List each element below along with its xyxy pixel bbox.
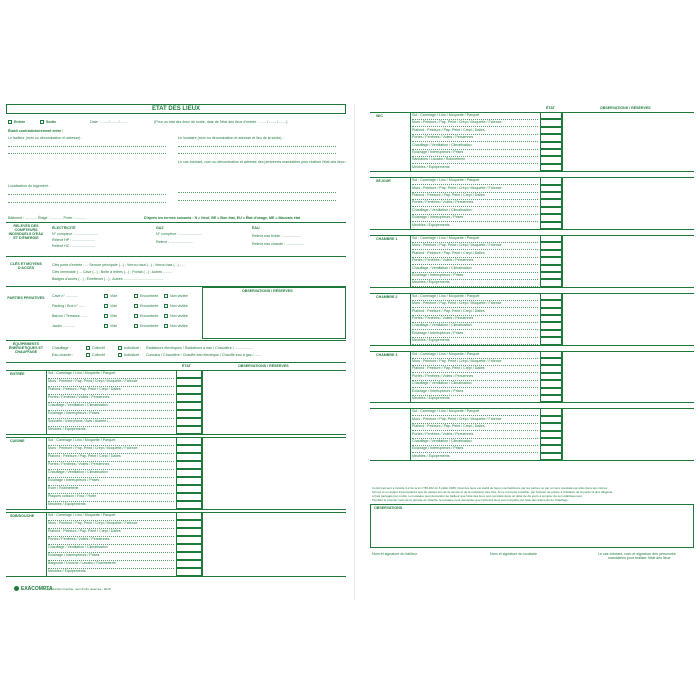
privative-encombre-label: Encombrée [140, 294, 159, 298]
room-bottom-rule [6, 576, 346, 577]
etat-cell[interactable] [540, 134, 562, 141]
etat-cell[interactable] [540, 214, 562, 221]
privative-row-label[interactable]: Parking / Box n° ...... [52, 304, 85, 308]
page-fold [354, 104, 355, 600]
etat-cell[interactable] [176, 386, 202, 394]
etat-cell[interactable] [540, 408, 562, 415]
room-item: Plafond : Peinture / Pap. Peint / Crépi / Dalles [48, 454, 121, 458]
etat-cell[interactable] [540, 112, 562, 119]
etat-cell[interactable] [176, 568, 202, 576]
privative-vide-checkbox[interactable] [104, 304, 108, 308]
room-item: Portes / Fenêtres / Volets / Persiennes [412, 200, 474, 205]
etat-cell[interactable] [540, 207, 562, 214]
room-name-0: ENTRÉE [10, 372, 25, 376]
etat-cell[interactable] [540, 395, 562, 402]
etat-cell[interactable] [540, 388, 562, 395]
privative-vide-label: Vide [110, 324, 118, 328]
obs-divider [202, 512, 203, 576]
room-item: Chauffage / Ventilation / Climatisation [412, 142, 472, 147]
eau-froide[interactable]: Relevé eau froide : .................. [252, 234, 302, 238]
etat-cell[interactable] [540, 351, 562, 358]
date-field[interactable]: Date : ....... / ....... / ....... [90, 120, 128, 124]
obs-divider [562, 235, 563, 287]
entree-checkbox[interactable] [8, 120, 12, 124]
privative-non_visite-checkbox[interactable] [164, 294, 168, 298]
etat-cell[interactable] [176, 560, 202, 568]
etat-cell[interactable] [176, 402, 202, 410]
privative-non_visite-label: Non visitée [170, 294, 188, 298]
etat-cell[interactable] [540, 222, 562, 229]
etat-cell[interactable] [176, 536, 202, 544]
room-divider [410, 293, 411, 345]
legal-line-1: Conformément à l'article 3-2 de la loi n°89-462 du 6 juillet 1989, l'état des lieux est établi de façon contradictoire par les parties ou par un tiers mandaté par elles dans les mêmes [372, 486, 608, 490]
etat-cell[interactable] [176, 477, 202, 485]
room-item: Meubles / Équipements [412, 396, 450, 400]
room-item: Meubles / Équipements [412, 164, 450, 169]
privative-encombre-checkbox[interactable] [134, 304, 138, 308]
room-item: Plaques cuisson / Four / Hotte [48, 494, 97, 498]
room-item: Murs : Peinture / Pap. Peint / Crépi / Moquette / Faïence [48, 446, 138, 450]
locataire-label: Le locataire (nom ou dénomination et adresse et lieu de la sortie) : [178, 136, 284, 140]
elec-hc[interactable]: Relevé HC : ....................... [52, 244, 96, 248]
cles-line-1[interactable]: Clés porte d'entrée : ... Serrure principale (...) ; Verrou haut (...) ; Verrou bas (...) ; ... [52, 263, 185, 267]
room-item: Portes / Fenêtres / Volets / Persiennes [412, 258, 474, 263]
etat-cell[interactable] [540, 149, 562, 156]
room-item: Chauffage / Ventilation / Climatisation [412, 207, 472, 212]
mandataire-line-1[interactable] [178, 192, 336, 193]
room-name-1: SÉJOUR [376, 179, 391, 184]
etat-cell[interactable] [540, 250, 562, 257]
room-item: Baignoire / Douche / Lavabo / Robinetterie [48, 561, 116, 565]
etat-cell[interactable] [540, 235, 562, 242]
etat-cell[interactable] [176, 520, 202, 528]
room-divider [46, 437, 47, 509]
entree-label: Entrée [14, 120, 26, 124]
obs-divider [562, 408, 563, 460]
room-name-3: CHAMBRE 2 [376, 294, 398, 299]
privative-encombre-label: Encombrée [140, 304, 159, 308]
chauffage-label: Chauffage : [52, 346, 71, 350]
room-item: Meubles / Équipements [412, 222, 450, 227]
eau-chaude-detail[interactable]: Cumulus / Chaudière / Chauffe-eau électrique / Chauffe-eau à gaz / ....... [146, 353, 262, 357]
observations-label: OBSERVATIONS [374, 506, 403, 510]
etat-cell[interactable] [176, 469, 202, 477]
privative-row-label[interactable]: Cave n° ............ [52, 294, 78, 298]
etat-cell[interactable] [540, 142, 562, 149]
room-item: Sonnette / Interphone / Avis / Alarme / ........... [48, 419, 121, 423]
room-item: Murs : Peinture / Pap. Peint / Crépi / Moquette / Faïence [412, 185, 502, 190]
etat-cell[interactable] [176, 528, 202, 536]
chauffage-individuel-label: Individuel : [124, 346, 142, 350]
room-bottom-rule [370, 229, 694, 230]
building-line[interactable]: Bâtiment : ............ Étage : ............ Porte : ............ [8, 216, 88, 220]
document-title: ÉTAT DES LIEUX [6, 104, 346, 114]
etat-cell[interactable] [176, 552, 202, 560]
gaz-releve[interactable]: Relevé : ....................... [156, 240, 194, 244]
room-item: Éclairage / Interrupteurs / Prises [48, 411, 100, 415]
eau-collectif-label: Collectif [92, 353, 105, 357]
privatives-obs-header: OBSERVATIONS / RÉSERVES [242, 289, 293, 293]
document-spread [6, 104, 694, 600]
room-item: Meubles / Équipements [48, 427, 86, 431]
etat-cell[interactable] [176, 418, 202, 426]
etat-cell[interactable] [540, 119, 562, 126]
room-bottom-rule [370, 345, 694, 346]
room-item: Éclairage / Interrupteurs / Prises [412, 215, 464, 220]
signature-mandataire-1[interactable]: Le cas échéant, nom et signature des personnes [598, 552, 676, 556]
obs-divider [562, 112, 563, 171]
etat-cell[interactable] [540, 373, 562, 380]
room-item: Meubles / Équipements [412, 280, 450, 285]
right-page [370, 104, 694, 600]
room-divider [410, 351, 411, 403]
signature-locataire[interactable]: Nom et signature du locataire [490, 552, 537, 556]
bailleur-line-2[interactable] [8, 153, 166, 154]
room-item: Éclairage / Interrupteurs / Prises [48, 553, 100, 557]
obs-divider [202, 437, 203, 509]
privative-vide-checkbox[interactable] [104, 324, 108, 328]
room-item: Portes / Fenêtres / Volets / Persiennes [48, 537, 110, 541]
left-page [6, 104, 346, 600]
room-item: Plafond : Peinture / Pap. Peint / Crépi / Dalles [48, 529, 121, 533]
etat-cell[interactable] [540, 416, 562, 423]
room-item: Portes / Fenêtres / Volets / Persiennes [412, 373, 474, 378]
cles-line-2[interactable]: Clés immeuble ( ... Cave (...) ; Boîte à lettres (...) ; Portail (...) ; Autres ......... [52, 270, 173, 274]
room-item: Portes / Fenêtres / Volets / Persiennes [412, 135, 474, 140]
privative-non_visite-label: Non visitée [170, 324, 188, 328]
room-item: Chauffage / Ventilation / Climatisation [412, 265, 472, 270]
privative-non_visite-checkbox[interactable] [164, 324, 168, 328]
etat-cell[interactable] [176, 378, 202, 386]
obs-divider [562, 293, 563, 345]
room-bottom-rule [370, 460, 694, 461]
room-item: Murs : Peinture / Pap. Peint / Crépi / Moquette / Faïence [412, 359, 502, 363]
etat-cell[interactable] [176, 453, 202, 461]
room-item: Chauffage / Ventilation / Climatisation [48, 470, 108, 474]
room-item: Éclairage / Interrupteurs / Prises [412, 150, 464, 154]
mandataire-label: Le cas échéant, nom ou dénomination et adresse des personnes mandatées pour réaliser l'état des lieux : [178, 160, 347, 164]
room-item: Sol : Carrelage / Lino / Moquette / Parquet [48, 371, 116, 375]
room-divider [410, 112, 411, 171]
etat-cell[interactable] [176, 493, 202, 501]
room-bottom-rule [370, 287, 694, 288]
etat-cell[interactable] [540, 279, 562, 286]
sortie-checkbox[interactable] [40, 120, 44, 124]
room-item: Sol : Carrelage / Lino / Moquette / Parquet [48, 438, 116, 442]
etat-cell[interactable] [540, 337, 562, 344]
etat-cell[interactable] [176, 445, 202, 453]
etat-cell[interactable] [176, 437, 202, 445]
gaz-compteur[interactable]: N° compteur : ....................... [156, 232, 202, 236]
chauffage-detail[interactable]: Radiateurs électriques / Radiateurs à eau / Chaudière / .................. [146, 346, 253, 350]
room-item: Sol : Carrelage / Lino / Moquette / Parquet [412, 409, 480, 414]
room-name-1: CUISINE [10, 439, 25, 443]
room-bottom-rule [370, 171, 694, 172]
privative-vide-label: Vide [110, 294, 118, 298]
state-legend: D'après les termes suivants : N = Neuf, BE = Bon état, EU = État d'usage, ME = Mauvais état [144, 216, 301, 220]
privative-non_visite-label: Non visitée [170, 304, 188, 308]
brand-name: EXACOMPTA [21, 586, 53, 592]
eau-collectif-checkbox[interactable] [86, 353, 90, 357]
room-item: Sol : Carrelage / Lino / Moquette / Parquet [412, 178, 480, 183]
room-divider [410, 177, 411, 229]
room-item: Éclairage / Interrupteurs / Prises [412, 330, 464, 335]
localisation-line-1[interactable] [8, 194, 166, 195]
etat-cell[interactable] [540, 453, 562, 460]
room-item: Éclairage / Interrupteurs / Prises [412, 446, 464, 451]
locataire-line-1[interactable] [178, 146, 336, 147]
room-item: Plafond : Peinture / Pap. Peint / Crépi / Dalles [412, 308, 485, 313]
obs-header-right: OBSERVATIONS / RÉSERVES [600, 106, 651, 110]
localisation-line-2[interactable] [8, 202, 166, 203]
obs-header: OBSERVATIONS / RÉSERVES [238, 364, 289, 368]
room-divider [46, 512, 47, 576]
etat-header: ÉTAT [182, 364, 191, 368]
etat-cell[interactable] [540, 192, 562, 199]
room-name-4: CHAMBRE 3 [376, 352, 398, 357]
room-item: Portes / Fenêtres / Volets / Persiennes [48, 462, 110, 466]
etat-cell[interactable] [176, 461, 202, 469]
privative-non_visite-checkbox[interactable] [164, 304, 168, 308]
room-name-2: SDB/DOUCHE [10, 514, 35, 518]
room-item: Meubles / Équipements [48, 502, 86, 506]
cles-section-label: CLÉS ET MOYENS D'ACCÈS [10, 262, 42, 270]
etat-cell[interactable] [176, 544, 202, 552]
privative-encombre-label: Encombrée [140, 314, 159, 318]
chauffage-individuel-checkbox[interactable] [118, 346, 122, 350]
etat-cell[interactable] [176, 426, 202, 434]
eau-chaude[interactable]: Relevé eau chaude : .................. [252, 242, 304, 246]
privative-encombre-checkbox[interactable] [134, 324, 138, 328]
etat-cell[interactable] [540, 330, 562, 337]
room-name-0: W/C [376, 114, 383, 118]
electricity-heading: ÉLECTRICITÉ [52, 226, 76, 230]
eau-individuel-checkbox[interactable] [118, 353, 122, 357]
date-note: (Pour un état des lieux de sortie, date de l'état des lieux d'entrée : ....... / ....... / .......) [154, 120, 288, 124]
room-item: Chauffage / Ventilation / Climatisation [48, 403, 108, 407]
privative-vide-checkbox[interactable] [104, 294, 108, 298]
etat-cell[interactable] [540, 380, 562, 387]
etat-cell[interactable] [176, 370, 202, 378]
localisation-label: Localisation du logement : [8, 184, 50, 188]
room-item: Murs : Peinture / Pap. Peint / Crépi / Moquette / Faïence [412, 416, 502, 421]
privative-row-label[interactable]: Jardin ............ [52, 324, 75, 328]
etat-cell[interactable] [540, 358, 562, 365]
privative-vide-label: Vide [110, 314, 118, 318]
etat-cell[interactable] [540, 185, 562, 192]
etat-cell[interactable] [540, 438, 562, 445]
room-item: Éclairage / Interrupteurs / Prises [412, 273, 464, 277]
etat-cell[interactable] [176, 501, 202, 509]
legal-line-4: Pendant le premier mois de la période de chauffe, le locataire peut demander que l'état des lieux soit complété par l'état des éléments de chauffage. [372, 498, 569, 502]
parties-heading: Établi contradictoirement entre : [8, 129, 64, 133]
room-bottom-rule [6, 509, 346, 510]
room-item: Murs : Peinture / Pap. Peint / Crépi / Moquette / Faïence [412, 301, 502, 306]
obs-divider [562, 351, 563, 403]
room-item: Sol : Carrelage / Lino / Moquette / Parquet [412, 236, 480, 240]
eau-individuel-label: Individuel : [124, 353, 142, 357]
etat-cell[interactable] [540, 308, 562, 315]
etat-cell[interactable] [540, 199, 562, 206]
legal-line-3: à frais partagés par moitié. Le locataire peut demander au bailleur que l'état des lieux soit complété dans un délai de dix jours à compter de son établissement. [372, 494, 583, 498]
signature-bailleur[interactable]: Nom et signature du bailleur [372, 552, 417, 556]
room-item: Plafond : Peinture / Pap. Peint / Crépi / Dalles [412, 193, 485, 197]
etat-cell[interactable] [540, 257, 562, 264]
etat-cell[interactable] [540, 293, 562, 300]
etat-cell[interactable] [540, 322, 562, 329]
privatives-section-label: PARTIES PRIVATIVES [7, 296, 45, 300]
room-item: Chauffage / Ventilation / Climatisation [412, 381, 472, 386]
obs-divider [202, 370, 203, 434]
gaz-heading: GAZ [156, 226, 164, 230]
etat-cell[interactable] [540, 156, 562, 163]
room-divider [410, 235, 411, 287]
locataire-line-2[interactable] [178, 153, 336, 154]
eau-chaude-label: Eau chaude : [52, 353, 74, 357]
cles-line-3[interactable]: Badges d'accès (...) ; Émetteurs (...) ; Autres ........................................ [52, 277, 164, 281]
privative-vide-label: Vide [110, 304, 118, 308]
room-item: Plafond : Peinture / Pap. Peint / Crépi / Dalles [48, 387, 121, 391]
room-item: Chauffage / Ventilation / Climatisation [412, 323, 472, 328]
etat-cell[interactable] [176, 512, 202, 520]
room-item: Murs : Peinture / Pap. Peint / Crépi / Moquette / Faïence [48, 379, 138, 383]
room-item: Meubles / Équipements [48, 569, 86, 573]
room-item: Plafond : Peinture / Pap. Peint / Crépi / Dalles [412, 250, 485, 255]
footer-note: Reproduction interdite, tous droits réservés - 2015 [44, 587, 111, 591]
room-item: Plafond : Peinture / Pap. Peint / Crépi / Dalles [412, 127, 485, 132]
obs-divider [562, 177, 563, 229]
room-item: Éclairage / Interrupteurs / Prises [48, 478, 100, 482]
etat-cell[interactable] [540, 265, 562, 272]
etat-cell[interactable] [176, 485, 202, 493]
etat-cell[interactable] [540, 431, 562, 438]
room-item: Meubles / Équipements [412, 338, 450, 343]
observations-box[interactable] [370, 504, 694, 548]
signature-mandataire-2: mandatées pour réaliser l'état des lieux [608, 556, 671, 560]
eau-heading: EAU [252, 226, 260, 230]
room-name-2: CHAMBRE 1 [376, 237, 398, 241]
equipements-section-label: ÉQUIPEMENTS ÉNERGÉTIQUES ET CHAUFFAGE [8, 342, 44, 354]
room-item: Chauffage / Ventilation / Climatisation [412, 439, 472, 443]
room-item: Sol : Carrelage / Lino / Moquette / Parquet [48, 513, 116, 517]
etat-cell[interactable] [540, 127, 562, 134]
room-item: Plafond : Peinture / Pap. Peint / Crépi / Dalles [412, 366, 485, 371]
room-item: Plafond : Peinture / Pap. Peint / Crépi / Dalles [412, 424, 485, 429]
room-item: Murs : Peinture / Pap. Peint / Crépi / Moquette / Faïence [48, 521, 138, 525]
etat-cell[interactable] [540, 177, 562, 184]
room-item: Portes / Fenêtres / Volets / Persiennes [48, 395, 110, 399]
room-item: Sol : Carrelage / Lino / Moquette / Parquet [412, 351, 480, 356]
etat-header-right: ÉTAT [546, 106, 555, 110]
chauffage-collectif-checkbox[interactable] [86, 346, 90, 350]
etat-cell[interactable] [540, 423, 562, 430]
privative-encombre-label: Encombrée [140, 324, 159, 328]
etat-cell[interactable] [540, 242, 562, 249]
legal-line-2: formes et en autant d'exemplaires que de parties lors de la remise et de la restitution des clés. Si ce n'est pas possible, par huissier de justice à l'initiative de la partie la plus diligente, [372, 490, 614, 494]
etat-cell[interactable] [540, 315, 562, 322]
releves-section-label: RELEVÉS DES COMPTEURS INDIVIDUELS D'EAU ET D'ÉNERGIE [8, 224, 44, 240]
etat-cell[interactable] [540, 272, 562, 279]
room-bottom-rule [370, 402, 694, 403]
room-bottom-rule [6, 434, 346, 435]
etat-cell[interactable] [540, 164, 562, 171]
privative-encombre-checkbox[interactable] [134, 294, 138, 298]
room-item: Chauffage / Ventilation / Climatisation [48, 545, 108, 549]
etat-cell[interactable] [176, 394, 202, 402]
elec-compteur[interactable]: N° compteur : ....................... [52, 232, 98, 236]
etat-cell[interactable] [540, 445, 562, 452]
room-item: Portes / Fenêtres / Volets / Persiennes [412, 431, 474, 436]
chauffage-collectif-label: Collectif [92, 346, 105, 350]
room-item: Portes / Fenêtres / Volets / Persiennes [412, 316, 474, 320]
room-divider [46, 370, 47, 434]
room-item: Murs : Peinture / Pap. Peint / Crépi / Moquette / Faïence [412, 243, 502, 248]
room-divider [410, 408, 411, 460]
privative-encombre-checkbox[interactable] [134, 314, 138, 318]
room-item: Murs : Peinture / Pap. Peint / Crépi / Moquette / Faïence [412, 120, 502, 125]
brand-mark-icon [14, 586, 19, 591]
room-item: Sanitaires / Lavabo / Robinetterie [412, 157, 466, 162]
room-item: Évier / Robinetterie [48, 486, 79, 490]
privative-row-label[interactable]: Balcon / Terrasse ....... [52, 314, 88, 318]
privative-non_visite-label: Non visitée [170, 314, 188, 318]
privative-non_visite-checkbox[interactable] [164, 314, 168, 318]
etat-cell[interactable] [540, 300, 562, 307]
privative-vide-checkbox[interactable] [104, 314, 108, 318]
sortie-label: Sortie [46, 120, 57, 124]
bailleur-line-1[interactable] [8, 146, 166, 147]
room-item: Sol : Carrelage / Lino / Moquette / Parquet [412, 293, 480, 298]
privatives-observations[interactable] [202, 287, 346, 339]
etat-cell[interactable] [176, 410, 202, 418]
etat-cell[interactable] [540, 365, 562, 372]
room-item: Sol : Carrelage / Lino / Moquette / Parquet [412, 113, 480, 117]
room-item: Meubles / Équipements [412, 453, 450, 458]
elec-hp[interactable]: Relevé HP : ....................... [52, 238, 96, 242]
room-item: Éclairage / Interrupteurs / Prises [412, 388, 464, 393]
bailleur-label: Le bailleur (nom ou dénomination et adresse) : [8, 136, 83, 140]
mandataire-line-2[interactable] [178, 200, 336, 201]
